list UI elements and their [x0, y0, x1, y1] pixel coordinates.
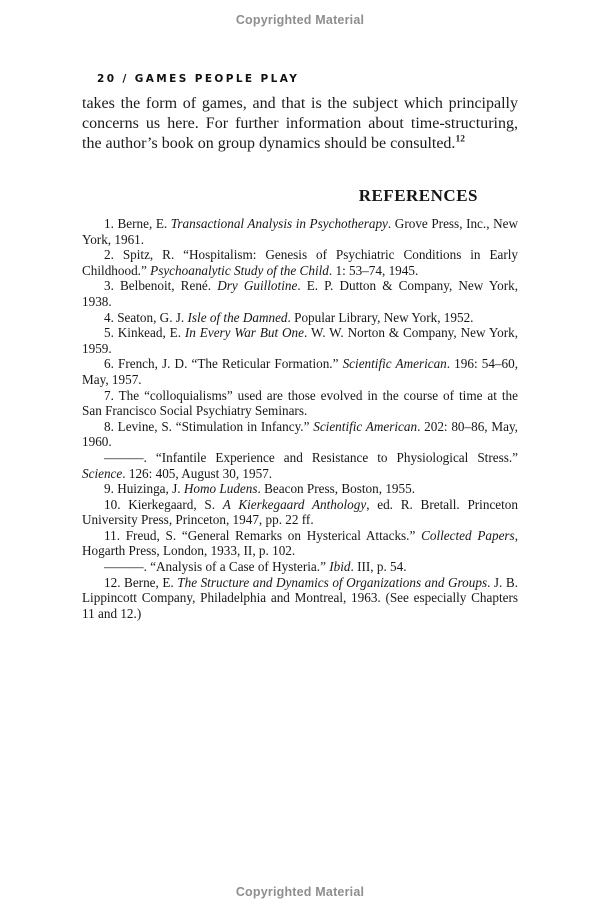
reference-title-italic: Dry Guillotine	[217, 278, 298, 294]
reference-title-italic: Isle of the Damned	[187, 309, 288, 325]
reference-text: 11. Freud, S. “General Remarks on Hysterical Attacks.”	[104, 527, 422, 543]
references-heading: REFERENCES	[358, 186, 478, 205]
reference-text: 5. Kinkead, E.	[104, 325, 185, 341]
reference-entry	[82, 450, 518, 481]
reference-title-italic: Psychoanalytic Study of the Child	[150, 262, 329, 278]
reference-text: 9. Huizinga, J.	[104, 481, 184, 497]
reference-title-italic: Transactional Analysis in Psychotherapy	[170, 216, 388, 231]
reference-text: . 1: 53–74, 1945.	[328, 262, 419, 278]
reference-text: , Hogarth Press, London, 1933, II, p. 102.	[82, 527, 518, 559]
reference-title-italic: Collected Papers	[421, 527, 515, 543]
reference-text: . Beacon Press, Boston, 1955.	[257, 481, 416, 497]
paragraph-text: takes the form of games, and that is the subject which principally concerns us here. For further information about time-structuring, the author’s book on group dynamics should be consulted.	[82, 95, 518, 152]
reference-entry	[82, 247, 518, 278]
reference-entry	[82, 310, 518, 326]
reference-text: . 202: 80–86, May, 1960.	[82, 418, 518, 450]
reference-text: . III, p. 54.	[350, 559, 407, 575]
reference-text: 3. Belbenoit, René.	[104, 278, 218, 294]
reference-title-italic: Ibid	[329, 559, 351, 575]
reference-text: . 126: 405, August 30, 1957.	[122, 465, 273, 481]
reference-text: . E. P. Dutton & Company, New York, 1938.	[82, 278, 519, 309]
reference-entry	[82, 559, 518, 575]
reference-entry	[82, 575, 518, 622]
reference-text: 4. Seaton, G. J.	[104, 309, 188, 325]
reference-entry	[82, 388, 518, 419]
reference-entry	[82, 497, 518, 528]
reference-title-italic: Science	[82, 465, 123, 481]
reference-entry	[82, 528, 518, 559]
reference-text: , ed. R. Bretall. Princeton University Press, Princeton, 1947, pp. 22 ff.	[82, 496, 518, 528]
references-list	[82, 216, 518, 621]
reference-title-italic: In Every War But One	[184, 325, 305, 341]
running-head: 20 / GAMES PEOPLE PLAY	[97, 73, 300, 85]
reference-entry	[82, 278, 518, 309]
reference-entry	[82, 325, 518, 356]
reference-text: . Popular Library, New York, 1952.	[287, 309, 474, 325]
reference-entry	[82, 216, 518, 247]
reference-text: 8. Levine, S. “Stimulation in Infancy.”	[104, 418, 314, 434]
reference-title-italic: A Kierkegaard Anthology	[222, 496, 367, 512]
reference-text: . 196: 54–60, May, 1957.	[82, 356, 518, 387]
reference-text: 10. Kierkegaard, S.	[104, 496, 223, 512]
reference-text: 2. Spitz, R. “Hospitalism: Genesis of Psychiatric Conditions in Early Childhood.”	[82, 247, 518, 278]
reference-text: 6. French, J. D. “The Reticular Formation.”	[104, 356, 343, 372]
footnote-reference: 12	[455, 134, 465, 145]
reference-text: ———. “Analysis of a Case of Hysteria.”	[104, 559, 330, 575]
body-paragraph	[82, 94, 518, 154]
reference-entry	[82, 356, 518, 387]
reference-title-italic: The Structure and Dynamics of Organizations and Groups	[177, 574, 488, 590]
copyright-watermark-top: Copyrighted Material	[235, 13, 365, 27]
reference-title-italic: Homo Ludens	[183, 481, 258, 497]
reference-text: 7. The “colloquialisms” used are those evolved in the course of time at the San Francisco Social Psychiatry Seminars.	[82, 387, 518, 419]
reference-title-italic: Scientific American	[313, 418, 418, 434]
reference-text: 12. Berne, E.	[104, 574, 178, 590]
reference-entry	[82, 481, 518, 497]
reference-text: . W. W. Norton & Company, New York, 1959.	[82, 325, 519, 356]
reference-text: ———. “Infantile Experience and Resistance to Physiological Stress.”	[104, 449, 518, 465]
reference-entry	[82, 419, 518, 450]
copyright-watermark-bottom: Copyrighted Material	[235, 885, 365, 899]
reference-title-italic: Scientific American	[342, 356, 447, 372]
reference-text: . J. B. Lippincott Company, Philadelphia and Montreal, 1963. (See especially Chapters 11 and 12.)	[82, 574, 518, 621]
reference-text: 1. Berne, E.	[104, 216, 171, 231]
reference-text: . Grove Press, Inc., New York, 1961.	[82, 216, 518, 247]
